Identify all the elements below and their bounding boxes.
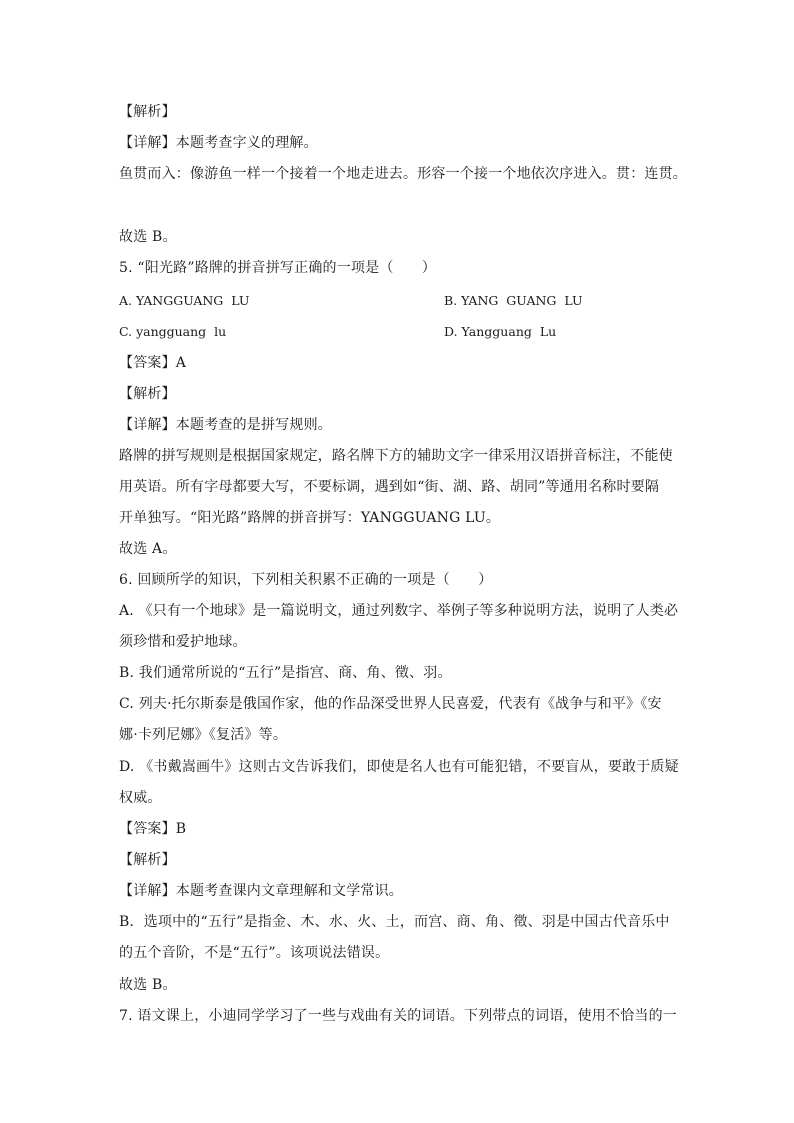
q5-option-b: B. YANG GUANG LU (444, 293, 583, 308)
q4-analysis-label: 【解析】 (119, 104, 176, 120)
q5-option-d: D. Yangguang Lu (444, 324, 557, 339)
q4-detail: 【详解】本题考查字义的理解。 (119, 135, 318, 151)
q4-explanation: 鱼贯而入：像游鱼一样一个接着一个地走进去。形容一个接一个地依次序进入。贯：连贯。 (119, 166, 687, 182)
q6-option-line: D. 《书戴嵩画牛》这则古文告诉我们，即使是名人也有可能犯错，不要盲从，要敢于质疑 (119, 759, 679, 775)
q6-explanation-line: B．选项中的“五行”是指金、木、水、火、土，而宫、商、角、徵、羽是中国古代音乐中 (119, 914, 670, 930)
q4-conclusion: 故选 B。 (119, 229, 177, 245)
q6-conclusion: 故选 B。 (119, 977, 177, 993)
q5-option-a: A. YANGGUANG LU (119, 293, 250, 308)
q6-option-line: A. 《只有一个地球》是一篇说明文，通过列数字、举例子等多种说明方法，说明了人类必 (119, 603, 679, 619)
q6-option-line: 权威。 (119, 790, 162, 806)
q5-stem: 5. “阳光路”路牌的拼音拼写正确的一项是（ ） (119, 260, 437, 276)
q5-detail: 【详解】本题考查的是拼写规则。 (119, 417, 332, 433)
q5-explanation-line: 路牌的拼写规则是根据国家规定，路名牌下方的辅助文字一律采用汉语拼音标注，不能使 (119, 448, 673, 464)
q5-analysis-label: 【解析】 (119, 386, 176, 402)
q6-option-line: 娜·卡列尼娜》《复活》等。 (119, 727, 288, 743)
q6-option-line: 须珍惜和爱护地球。 (119, 634, 247, 650)
q6-option-line: B. 我们通常所说的“五行”是指宫、商、角、徵、羽。 (119, 665, 452, 681)
q5-option-c: C. yangguang lu (119, 324, 227, 339)
q6-answer: 【答案】B (119, 821, 187, 837)
q7-stem-line: 7. 语文课上，小迪同学学习了一些与戏曲有关的词语。下列带点的词语，使用不恰当的一 (119, 1008, 678, 1024)
q5-explanation-line: 开单独写。“阳光路”路牌的拼音拼写：YANGGUANG LU。 (119, 510, 501, 526)
q6-explanation-line: 的五个音阶，不是“五行”。该项说法错误。 (119, 945, 390, 961)
q6-detail: 【详解】本题考查课内文章理解和文学常识。 (119, 883, 403, 899)
q6-analysis-label: 【解析】 (119, 852, 176, 868)
q5-explanation-line: 用英语。所有字母都要大写，不要标调，遇到如“街、湖、路、胡同”等通用名称时要隔 (119, 479, 660, 495)
q6-option-line: C. 列夫·托尔斯泰是俄国作家，他的作品深受世界人民喜爱，代表有《战争与和平》《安 (119, 696, 662, 712)
q6-stem: 6. 回顾所学的知识，下列相关积累不正确的一项是（ ） (119, 572, 493, 588)
q5-answer: 【答案】A (119, 355, 187, 371)
q5-conclusion: 故选 A。 (119, 541, 177, 557)
